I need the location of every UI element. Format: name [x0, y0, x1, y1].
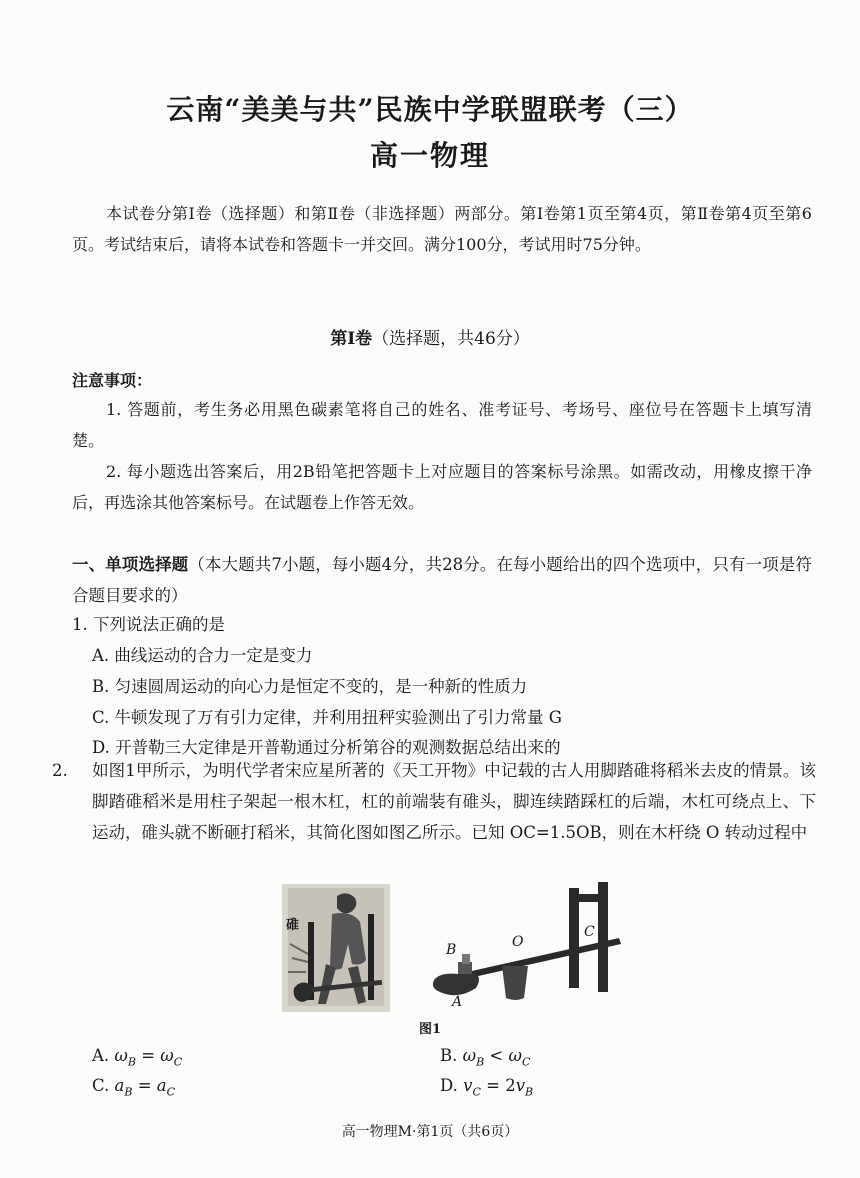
question-2-option-d: D. $v_C = 2v_B$: [440, 1076, 534, 1099]
point-label-o: O: [512, 934, 524, 950]
part-title: 一、单项选择题: [72, 555, 189, 574]
question-2-stem: [52, 755, 816, 848]
question-1-option-c: C. 牛顿发现了万有引力定律，并利用扭秤实验测出了引力常量 G: [92, 708, 562, 727]
part-desc: （本大题共7小题，每小题4分，共28分。在每小题给出的四个选项中，只有一项是符合题目要求的）: [72, 555, 812, 605]
section-heading: [0, 324, 860, 349]
section-title: 第Ⅰ卷: [330, 329, 373, 349]
figure-label-dui: 碓: [286, 918, 300, 933]
exam-instructions: 本试卷分第Ⅰ卷（选择题）和第Ⅱ卷（非选择题）两部分。第Ⅰ卷第1页至第4页，第Ⅱ卷第4页至第6页。考试结束后，请将本试卷和答题卡一并交回。满分100分，考试用时75分钟。: [72, 204, 812, 254]
question-2-text: 如图1甲所示，为明代学者宋应星所著的《天工开物》中记载的古人用脚踏碓将稻米去皮的情景。该脚踏碓稻米是用柱子架起一根木杠，杠的前端装有碓头，脚连续踏踩杠的后端，木杠可绕点上、下运动，碓头就不断砸打稻米，其简化图如图乙所示。已知 OC=1.5OB，则在木杆绕 O 转动过程中: [92, 761, 816, 842]
figure-caption: 图1: [418, 1022, 442, 1037]
question-1-option-d: D. 开普勒三大定律是开普勒通过分析第谷的观测数据总结出来的: [92, 738, 561, 757]
question-1-option-b: B. 匀速圆周运动的向心力是恒定不变的，是一种新的性质力: [92, 677, 528, 696]
notice-heading: 注意事项：: [72, 371, 153, 390]
point-label-b: B: [446, 942, 457, 958]
section-note: （选择题，共46分）: [372, 329, 530, 349]
point-label-a: A: [452, 994, 463, 1010]
page-footer: 高一物理M·第1页（共6页）: [341, 1124, 519, 1140]
notice-item: 2. 每小题选出答案后，用2B铅笔把答题卡上对应题目的答案标号涂黑。如需改动，用橡皮擦干净后，再选涂其他答案标号。在试题卷上作答无效。: [72, 462, 812, 512]
part-heading: [72, 549, 812, 611]
notice-item: 1. 答题前，考生务必用黑色碳素笔将自己的姓名、准考证号、考场号、座位号在答题卡上填写清楚。: [72, 400, 812, 450]
question-2-option-c: C. $a_B = a_C$: [92, 1076, 176, 1099]
point-label-c: C: [584, 924, 595, 940]
exam-title: 云南“美美与共”民族中学联盟联考（三）: [166, 93, 694, 126]
exam-subject: 高一物理: [369, 139, 490, 172]
question-1-stem: 1. 下列说法正确的是: [72, 615, 225, 634]
question-2-option-b: B. $\omega_B < \omega_C$: [440, 1046, 531, 1069]
treadle-illustration: [282, 884, 390, 1012]
question-1-option-a: A. 曲线运动的合力一定是变力: [92, 646, 313, 665]
question-2-number: 2.: [52, 761, 68, 780]
question-2-option-a: A. $\omega_B = \omega_C$: [92, 1046, 183, 1069]
